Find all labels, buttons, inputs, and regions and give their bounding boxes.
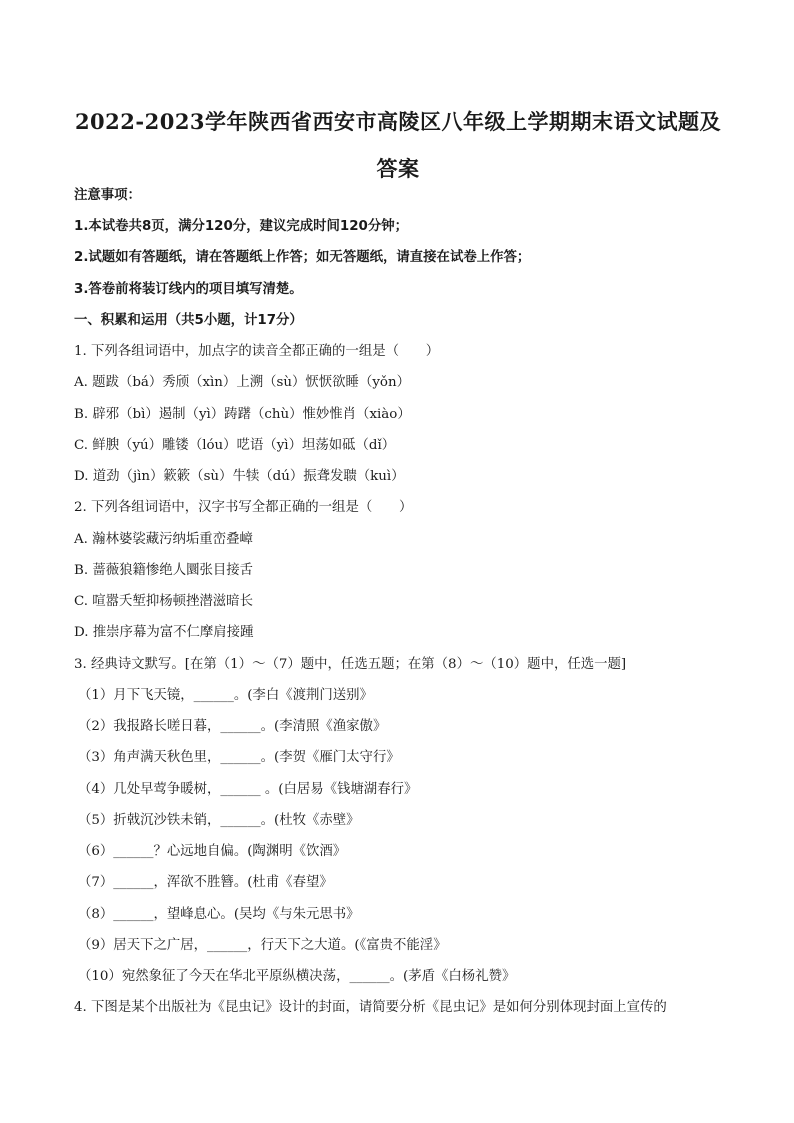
notice-item: 2.试题如有答题纸，请在答题纸上作答；如无答题纸，请直接在试卷上作答；	[74, 250, 531, 265]
poem-item: （7）______，浑欲不胜簪。(杜甫《春望》	[78, 875, 333, 890]
question-stem: 2. 下列各组词语中，汉字书写全都正确的一组是（ ）	[74, 500, 413, 515]
option-d: D. 推崇序幕为富不仁摩肩接踵	[74, 625, 254, 640]
option-a: A. 瀚林婆裟藏污纳垢重峦叠嶂	[74, 532, 253, 547]
section-heading: 一、积累和运用（共5小题，计17分）	[74, 313, 303, 328]
option-b: B. 蔷薇狼籍惨绝人圜张目接舌	[74, 563, 254, 578]
poem-item: （5）折戟沉沙铁未销，______。(杜牧《赤壁》	[78, 813, 360, 828]
notice-item: 3.答卷前将装订线内的项目填写清楚。	[74, 282, 303, 297]
option-c: C. 喧嚣夭堑抑杨顿挫潜滋暗长	[74, 594, 253, 609]
poem-item: （4）几处早莺争暖树，______ 。(白居易《钱塘湖春行》	[78, 782, 418, 797]
poem-item: （2）我报路长嗟日暮，______。(李清照《渔家傲》	[78, 719, 387, 734]
question-stem: 4. 下图是某个出版社为《昆虫记》设计的封面，请简要分析《昆虫记》是如何分别体现封面上宣传的	[74, 1000, 667, 1015]
poem-item: （10）宛然象征了今天在华北平原纵横决荡，______。(茅盾《白杨礼赞》	[78, 969, 516, 984]
poem-item: （1）月下飞天镜，______。(李白《渡荆门送别》	[78, 688, 373, 703]
option-c: C. 鲜腴（yú）雕镂（lóu）呓语（yì）坦荡如砥（dǐ）	[74, 438, 396, 453]
poem-item: （8）______，望峰息心。(吴均《与朱元思书》	[78, 907, 360, 922]
option-a: A. 题跋（bá）秀颀（xìn）上溯（sù）恹恹欲睡（yǒn）	[74, 375, 410, 390]
notice-item: 1.本试卷共8页，满分120分，建议完成时间120分钟；	[74, 219, 409, 234]
poem-item: （6）______？心远地自偏。(陶渊明《饮酒》	[78, 844, 347, 859]
question-stem: 1. 下列各组词语中，加点字的读音全都正确的一组是（ ）	[74, 344, 440, 359]
poem-item: （9）居天下之广居，______，行天下之大道。(《富贵不能淫》	[78, 938, 447, 953]
notice-heading: 注意事项：	[74, 188, 141, 203]
poem-item: （3）角声满天秋色里，______。(李贺《雁门太守行》	[78, 750, 400, 765]
question-stem: 3. 经典诗文默写。[在第（1）～（7）题中，任选五题；在第（8）～（10）题中，任选一题]	[74, 657, 627, 672]
option-b: B. 辟邪（bì）遏制（yì）踌躇（chù）惟妙惟肖（xiào）	[74, 407, 411, 422]
option-d: D. 道劲（jìn）簌簌（sù）牛犊（dú）振聋发聩（kuì）	[74, 469, 405, 484]
document-title: 2022-2023学年陕西省西安市高陵区八年级上学期期末语文试题及答案	[74, 109, 722, 181]
